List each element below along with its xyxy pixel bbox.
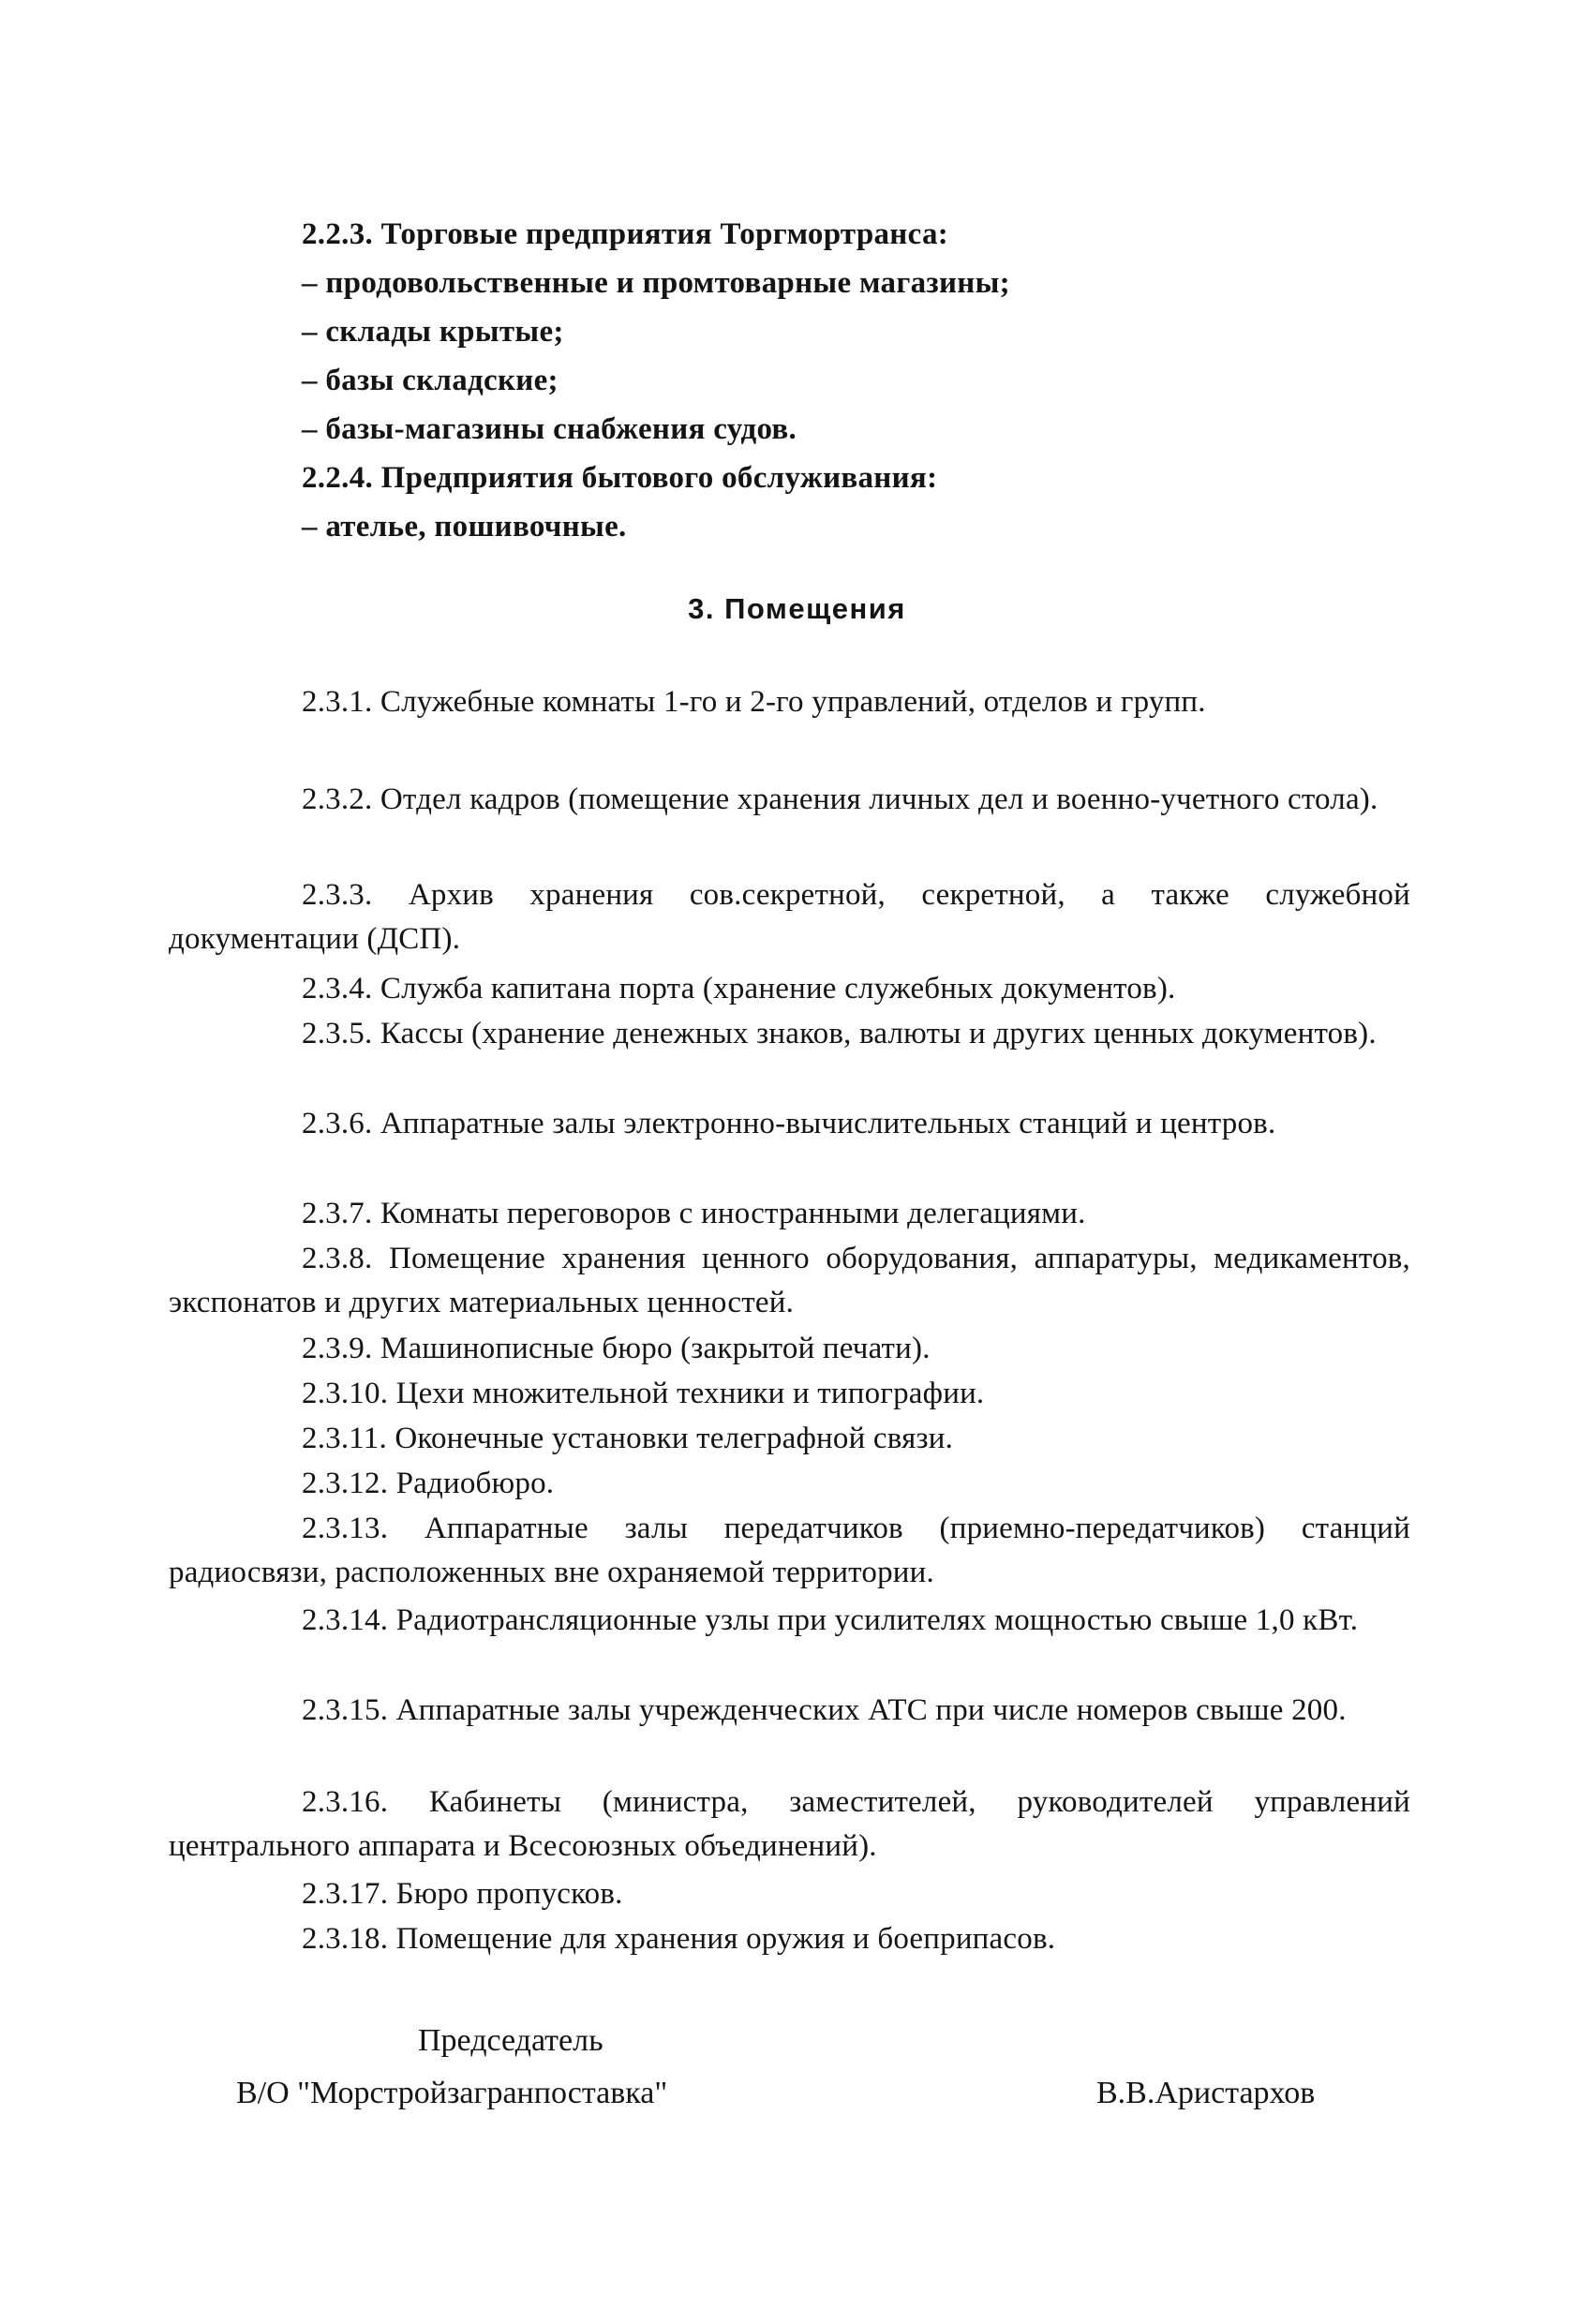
clause-2-3-18: 2.3.18. Помещение для хранения оружия и боеприпасов.: [302, 1922, 1056, 1956]
clause-2-2-4: 2.2.4. Предприятия бытового обслуживания:: [302, 461, 938, 495]
clause-2-3-17: 2.3.17. Бюро пропусков.: [302, 1877, 623, 1911]
clause-2-3-16: 2.3.16. Кабинеты (министра, заместителей, руководителей управлений центрального аппарата и Всесоюзных объединений).: [169, 1785, 1410, 1863]
clause-2-3-4: 2.3.4. Служба капитана порта (хранение служебных документов).: [302, 972, 1176, 1006]
clause-2-3-10: 2.3.10. Цехи множительной техники и типографии.: [302, 1377, 985, 1410]
clause-2-3-7: 2.3.7. Комнаты переговоров с иностранными делегациями.: [302, 1197, 1086, 1230]
clause-2-3-11: 2.3.11. Оконечные установки телеграфной связи.: [302, 1422, 954, 1455]
clause-2-2-3: 2.2.3. Торговые предприятия Торгмортранса:: [302, 217, 949, 251]
signature-title: Председатель: [418, 2023, 603, 2058]
bullet-ship-supply-stores: – базы-магазины снабжения судов.: [302, 412, 797, 446]
section-heading: 3. Помещения: [688, 592, 906, 625]
bullet-covered-warehouses: – склады крытые;: [302, 315, 564, 349]
clause-2-3-6: 2.3.6. Аппаратные залы электронно-вычислительных станций и центров.: [302, 1107, 1276, 1140]
clause-2-3-5: 2.3.5. Кассы (хранение денежных знаков, валюты и других ценных документов).: [302, 1017, 1377, 1050]
clause-2-3-12: 2.3.12. Радиобюро.: [302, 1467, 555, 1500]
bullet-ateliers: – ателье, пошивочные.: [302, 510, 627, 544]
clause-2-3-1: 2.3.1. Служебные комнаты 1-го и 2-го управлений, отделов и групп.: [302, 685, 1206, 719]
bullet-warehouse-bases: – базы складские;: [302, 364, 559, 397]
clause-2-3-13: 2.3.13. Аппаратные залы передатчиков (приемно-передатчиков) станций радиосвязи, расположенных вне охраняемой территории.: [169, 1512, 1410, 1589]
clause-2-3-2: 2.3.2. Отдел кадров (помещение хранения личных дел и военно-учетного стола).: [302, 782, 1378, 816]
clause-2-3-14: 2.3.14. Радиотрансляционные узлы при усилителях мощностью свыше 1,0 кВт.: [302, 1603, 1359, 1637]
signature-name: В.В.Аристархов: [1096, 2076, 1316, 2110]
bullet-food-stores: – продовольственные и промтоварные магазины;: [302, 266, 1010, 300]
clause-2-3-8: 2.3.8. Помещение хранения ценного оборудования, аппаратуры, медикаментов, экспонатов и других материальных ценностей.: [169, 1242, 1410, 1319]
clause-2-3-3: 2.3.3. Архив хранения сов.секретной, секретной, а также служебной документации (ДСП).: [169, 878, 1410, 956]
clause-2-3-15: 2.3.15. Аппаратные залы учрежденческих АТС при числе номеров свыше 200.: [302, 1693, 1347, 1727]
clause-2-3-9: 2.3.9. Машинописные бюро (закрытой печати).: [302, 1332, 931, 1365]
signature-organization: В/О "Морстройзагранпоставка": [236, 2076, 668, 2110]
